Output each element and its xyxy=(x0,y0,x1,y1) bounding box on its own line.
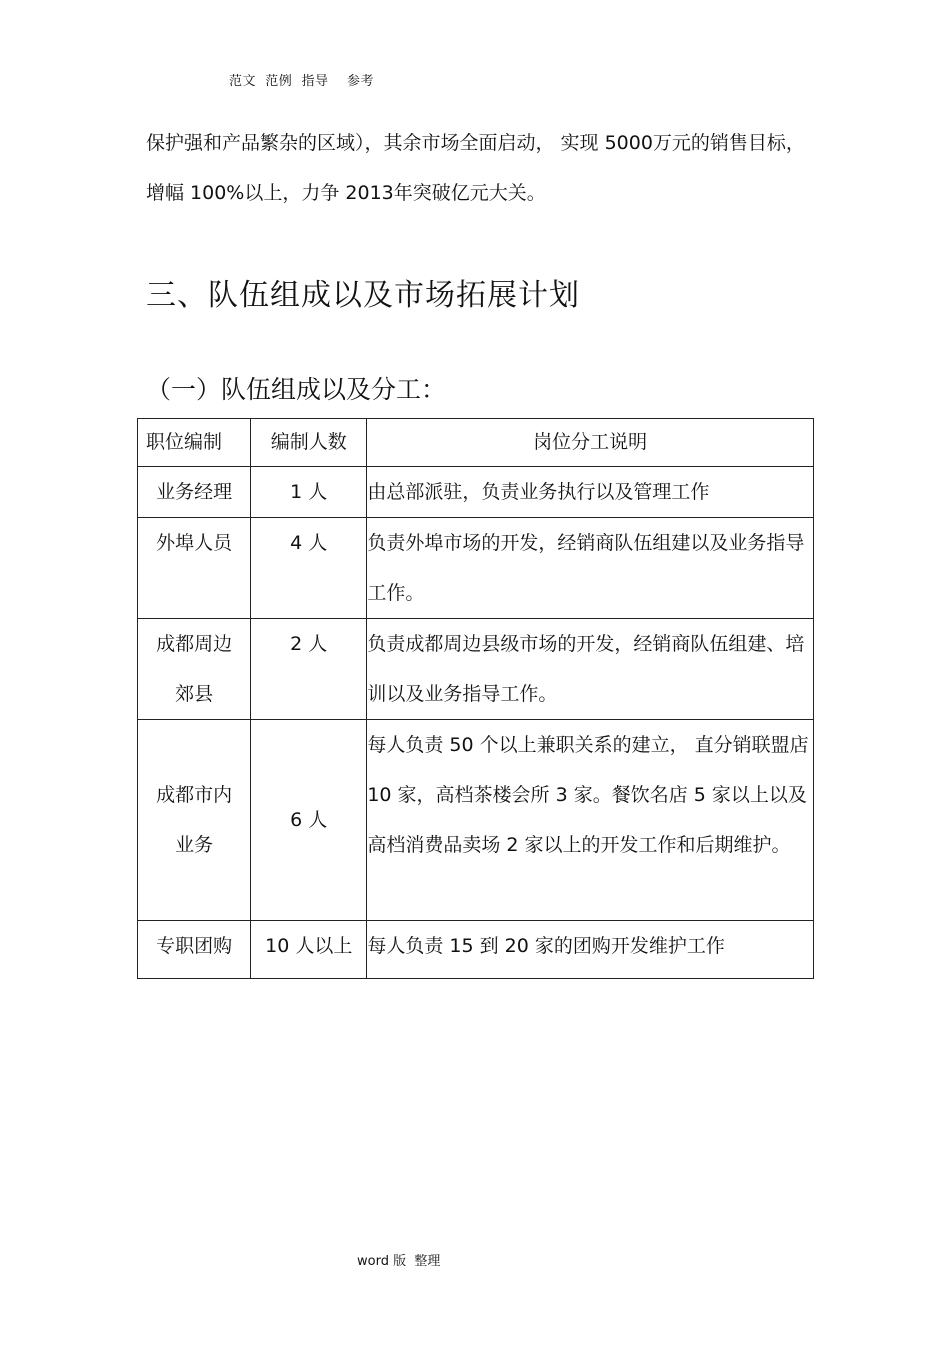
page-footer: word 版 整理 xyxy=(357,1254,441,1269)
cell-position: 专职团购 xyxy=(138,921,251,979)
header-count: 编制人数 xyxy=(251,419,367,467)
cell-position: 成都周边郊县 xyxy=(138,619,251,720)
section-title: 三、队伍组成以及市场拓展计划 xyxy=(146,278,580,313)
cell-count: 1 人 xyxy=(251,467,367,518)
cell-description: 每人负责 50 个以上兼职关系的建立， 直分销联盟店 10 家，高档茶楼会所 3 家。餐饮名店 5 家以上以及高档消费品卖场 2 家以上的开发工作和后期维护。 xyxy=(367,720,814,921)
cell-count: 6 人 xyxy=(251,720,367,921)
header-position: 职位编制 xyxy=(138,419,251,467)
subsection-title: （一）队伍组成以及分工： xyxy=(146,375,447,404)
cell-description: 负责外埠市场的开发，经销商队伍组建以及业务指导工作。 xyxy=(367,518,814,619)
team-table xyxy=(137,418,814,979)
header-description: 岗位分工说明 xyxy=(367,419,814,467)
intro-paragraph: 保护强和产品繁杂的区域），其余市场全面启动， 实现 5000万元的销售目标，增幅 100%以上，力争 2013年突破亿元大关。 xyxy=(146,132,805,204)
table-header-row xyxy=(138,419,814,467)
cell-count: 10 人以上 xyxy=(251,921,367,979)
table-row xyxy=(138,619,814,720)
cell-position: 业务经理 xyxy=(138,467,251,518)
cell-description: 负责成都周边县级市场的开发，经销商队伍组建、培训以及业务指导工作。 xyxy=(367,619,814,720)
cell-description: 由总部派驻，负责业务执行以及管理工作 xyxy=(367,467,814,518)
table-row xyxy=(138,467,814,518)
cell-count: 2 人 xyxy=(251,619,367,720)
table-row xyxy=(138,720,814,921)
cell-description: 每人负责 15 到 20 家的团购开发维护工作 xyxy=(367,921,814,979)
cell-position: 成都市内业务 xyxy=(138,720,251,921)
cell-count: 4 人 xyxy=(251,518,367,619)
table-row xyxy=(138,518,814,619)
cell-position: 外埠人员 xyxy=(138,518,251,619)
page-header: 范文 范例 指导 参考 xyxy=(229,74,375,89)
table-row xyxy=(138,921,814,979)
